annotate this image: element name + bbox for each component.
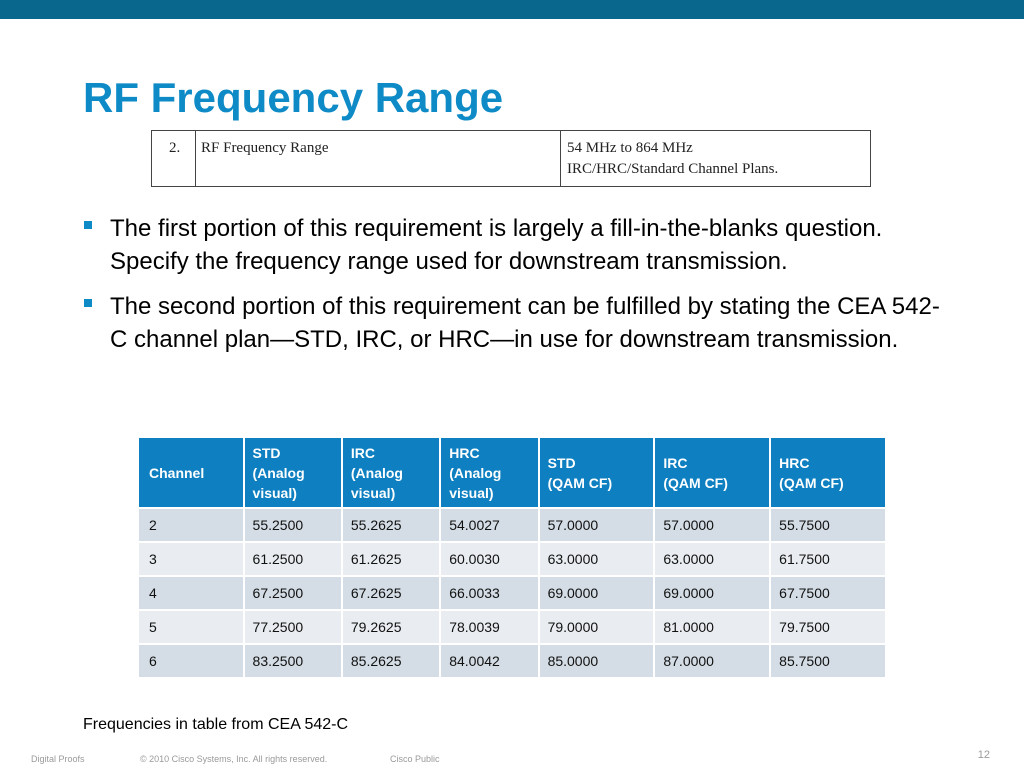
requirement-value-line1: 54 MHz to 864 MHz <box>567 140 693 156</box>
frequency-cell: 55.2500 <box>244 508 342 542</box>
frequency-cell: 85.7500 <box>770 644 886 678</box>
frequency-cell: 85.0000 <box>539 644 655 678</box>
column-header-line: visual) <box>449 484 494 501</box>
column-header-line: (Analog <box>252 464 305 481</box>
frequency-cell: 67.7500 <box>770 576 886 610</box>
frequency-cell: 54.0027 <box>440 508 538 542</box>
requirement-excerpt <box>151 130 871 187</box>
bullet-text: The second portion of this requirement can be fulfilled by stating the CEA 542-C channel plan—STD, IRC, or HRC—in use for downstream transmission. <box>110 293 940 353</box>
frequency-cell: 55.7500 <box>770 508 886 542</box>
frequency-cell: 69.0000 <box>539 576 655 610</box>
column-header-line: (Analog <box>350 464 403 481</box>
footer-label: Digital Proofs <box>31 754 85 764</box>
footer-copyright: © 2010 Cisco Systems, Inc. All rights reserved. <box>140 754 328 764</box>
column-header-line: visual) <box>350 484 396 501</box>
channel-cell: 6 <box>138 644 244 678</box>
column-header-line: HRC <box>779 454 810 471</box>
page-number: 12 <box>977 749 990 761</box>
column-header <box>342 437 440 508</box>
frequency-cell: 63.0000 <box>539 542 655 576</box>
column-header-line: Channel <box>149 464 205 481</box>
frequency-cell: 55.2625 <box>342 508 440 542</box>
frequency-cell: 87.0000 <box>654 644 770 678</box>
table-row <box>138 542 886 576</box>
table-header-row <box>138 437 886 508</box>
table-row <box>138 508 886 542</box>
channel-cell: 4 <box>138 576 244 610</box>
frequency-cell: 57.0000 <box>654 508 770 542</box>
column-header <box>770 437 886 508</box>
column-header-line: (Analog <box>449 464 502 481</box>
table-caption: Frequencies in table from CEA 542-C <box>83 716 349 733</box>
frequency-cell: 85.2625 <box>342 644 440 678</box>
frequency-cell: 78.0039 <box>440 610 538 644</box>
frequency-cell: 66.0033 <box>440 576 538 610</box>
top-banner <box>0 0 1024 19</box>
bullet-item <box>84 212 944 278</box>
slide-title: RF Frequency Range <box>83 74 504 121</box>
column-header <box>539 437 655 508</box>
frequency-cell: 61.2625 <box>342 542 440 576</box>
frequency-cell: 61.2500 <box>244 542 342 576</box>
frequency-cell: 67.2625 <box>342 576 440 610</box>
frequency-cell: 67.2500 <box>244 576 342 610</box>
frequency-cell: 69.0000 <box>654 576 770 610</box>
column-header-line: STD <box>547 454 576 471</box>
channel-cell: 3 <box>138 542 244 576</box>
footer-classification: Cisco Public <box>390 754 440 764</box>
column-header <box>654 437 770 508</box>
column-header-line: (QAM CF) <box>547 474 613 491</box>
channel-cell: 2 <box>138 508 244 542</box>
bullet-item <box>84 290 944 356</box>
column-header <box>440 437 538 508</box>
table-row <box>138 610 886 644</box>
frequency-cell: 77.2500 <box>244 610 342 644</box>
column-header-line: (QAM CF) <box>779 474 844 491</box>
frequency-cell: 61.7500 <box>770 542 886 576</box>
bullet-text: The first portion of this requirement is largely a fill-in-the-blanks question. Specify the frequency range used for downstream transmission. <box>110 215 883 275</box>
column-header-line: HRC <box>449 444 480 461</box>
frequency-cell: 57.0000 <box>539 508 655 542</box>
column-header-line: STD <box>252 444 281 461</box>
requirement-name: RF Frequency Range <box>196 131 561 187</box>
column-header-line: IRC <box>663 454 688 471</box>
requirement-value <box>561 131 871 187</box>
frequency-cell: 79.2625 <box>342 610 440 644</box>
table-row <box>138 644 886 678</box>
column-header-line: IRC <box>350 444 375 461</box>
table-row <box>138 576 886 610</box>
column-header <box>244 437 342 508</box>
channel-frequency-table <box>137 436 887 679</box>
bullet-list <box>84 212 944 368</box>
frequency-cell: 84.0042 <box>440 644 538 678</box>
requirement-number: 2. <box>152 131 196 187</box>
frequency-cell: 79.0000 <box>539 610 655 644</box>
frequency-cell: 81.0000 <box>654 610 770 644</box>
column-header-line: visual) <box>252 484 297 501</box>
frequency-cell: 83.2500 <box>244 644 342 678</box>
bullet-square-icon <box>84 221 92 229</box>
requirement-row <box>152 131 871 187</box>
column-header <box>138 437 244 508</box>
requirement-value-line2: IRC/HRC/Standard Channel Plans. <box>567 161 779 177</box>
frequency-cell: 79.7500 <box>770 610 886 644</box>
channel-cell: 5 <box>138 610 244 644</box>
column-header-line: (QAM CF) <box>663 474 728 491</box>
frequency-cell: 63.0000 <box>654 542 770 576</box>
table-body <box>138 508 886 678</box>
frequency-cell: 60.0030 <box>440 542 538 576</box>
bullet-square-icon <box>84 299 92 307</box>
